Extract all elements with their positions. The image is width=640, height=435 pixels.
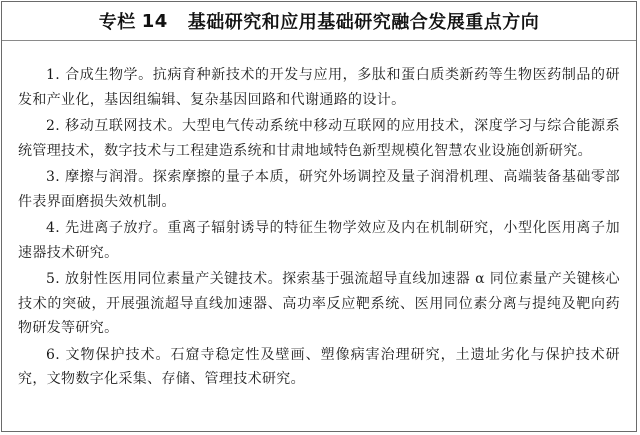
- box-label: 专栏: [98, 12, 136, 33]
- list-item-5: 5. 放射性医用同位素量产关键技术。探索基于强流超导直线加速器 α 同位素量产关键核心技术的突破，开展强流超导直线加速器、高功率反应靶系统、医用同位素分离与提纯及靶向药物研发等研究。: [18, 271, 620, 336]
- list-item-6: 6. 文物保护技术。石窟寺稳定性及壁画、塑像病害治理研究，土遗址劣化与保护技术研究，文物数字化采集、存储、管理技术研究。: [18, 346, 620, 387]
- box-title: 基础研究和应用基础研究融合发展重点方向: [187, 12, 540, 33]
- list-item-3: 3. 摩擦与润滑。探索摩擦的量子本质，研究外场调控及量子润滑机理、高端装备基础零部件表界面磨损失效机制。: [18, 169, 620, 210]
- box-header: [2, 2, 636, 41]
- list-item-1: 1. 合成生物学。抗病育种新技术的开发与应用，多肽和蛋白质类新药等生物医药制品的研发和产业化，基因组编辑、复杂基因回路和代谢通路的设计。: [18, 67, 620, 108]
- list-item-2: 2. 移动互联网技术。大型电气传动系统中移动互联网的应用技术，深度学习与综合能源系统管理技术，数字技术与工程建造系统和甘肃地域特色新型规模化智慧农业设施创新研究。: [18, 118, 620, 159]
- box-number: 14: [141, 10, 168, 32]
- list-item-4: 4. 先进离子放疗。重离子辐射诱导的特征生物学效应及内在机制研究，小型化医用离子加速器技术研究。: [18, 220, 620, 261]
- feature-box: [1, 1, 637, 432]
- box-content: [2, 41, 636, 392]
